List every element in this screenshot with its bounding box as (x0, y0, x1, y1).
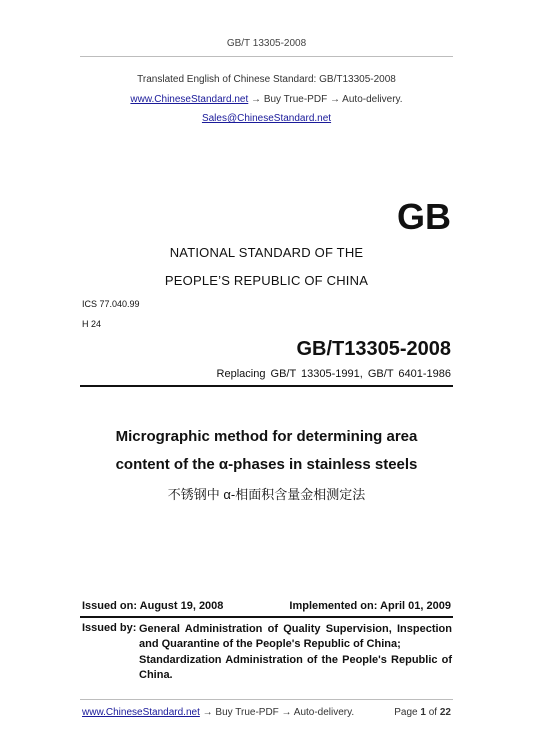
standard-rule (80, 385, 453, 387)
title-line2: content of the α-phases in stainless steels (115, 456, 418, 473)
gb-mark: GB (397, 196, 451, 237)
national-standard-line1: NATIONAL STANDARD OF THE (169, 245, 364, 260)
standard-number: GB/T13305-2008 (296, 338, 451, 360)
issue-rule (80, 616, 453, 618)
issuer-1: General Administration of Quality Supervision, Inspection and Quarantine of the People's Republic of China; (139, 623, 452, 650)
page-total: 22 (439, 707, 451, 718)
issued-on: Issued on: August 19, 2008 (82, 600, 224, 612)
page-current: 1 (420, 707, 426, 718)
footer-purchase-line (82, 707, 354, 718)
email-link[interactable]: Sales@ChineseStandard.net (201, 113, 332, 124)
footer-purchase-text: → Buy True-PDF → Auto-delivery. (202, 707, 355, 718)
running-header: GB/T 13305-2008 (226, 38, 307, 49)
translation-notice: Translated English of Chinese Standard: GB/T13305-2008 (137, 74, 396, 85)
issued-by-label: Issued by: (82, 622, 137, 634)
site-link[interactable]: www.ChineseStandard.net (130, 94, 249, 105)
footer-site-link[interactable]: www.ChineseStandard.net (82, 707, 200, 718)
ics-code: ICS 77.040.99 (82, 299, 140, 309)
title-line1: Micrographic method for determining area (115, 428, 418, 445)
purchase-text: → Buy True-PDF → Auto-delivery. (251, 94, 403, 105)
page-label: Page (394, 707, 418, 718)
issuer-2: Standardization Administration of the People's Republic of China. (139, 654, 452, 681)
implemented-on: Implemented on: April 01, 2009 (289, 600, 451, 612)
email-line (0, 113, 533, 124)
purchase-line (0, 94, 533, 105)
footer-rule (80, 699, 453, 700)
title-chinese: 不锈钢中 α-相面积含量金相测定法 (167, 487, 366, 502)
replacing-note: Replacing GB/T 13305-1991, GB/T 6401-1986 (216, 368, 451, 380)
national-standard-line2: PEOPLE’S REPUBLIC OF CHINA (164, 273, 369, 288)
page-of: of (428, 707, 438, 718)
page-number (394, 707, 451, 718)
header-rule (80, 56, 453, 57)
ccs-code: H 24 (82, 319, 102, 329)
